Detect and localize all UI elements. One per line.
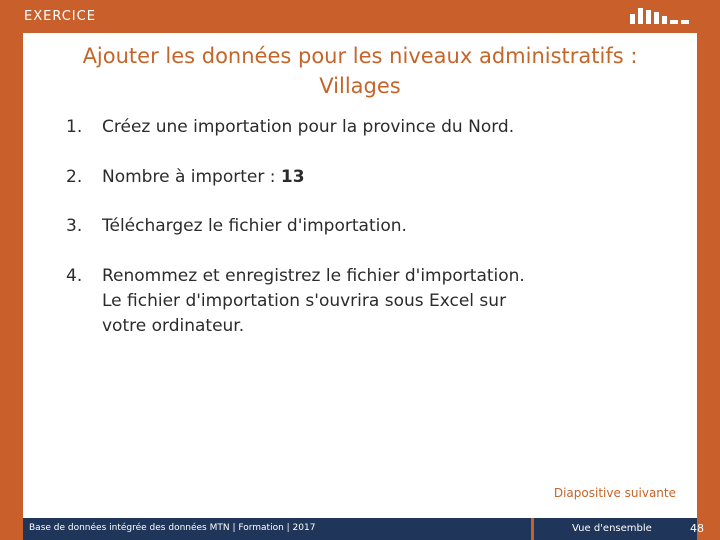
step-text-line-2: Le fichier d'importation s'ouvrira sous Excel sur — [102, 291, 507, 311]
step-text: Nombre à importer : — [102, 167, 281, 187]
step-number: 2. — [66, 167, 83, 187]
slide-title — [23, 41, 697, 101]
step-text-line-1: Renommez et enregistrez le fichier d'importation. — [102, 266, 525, 286]
step-number: 1. — [66, 117, 83, 137]
import-count: 13 — [280, 167, 305, 187]
step-number: 3. — [66, 216, 83, 236]
step-text-line-3: votre ordinateur. — [102, 316, 245, 336]
logo-icon — [628, 6, 700, 24]
page-number: 48 — [690, 522, 704, 535]
overview-link[interactable]: Vue d'ensemble — [572, 523, 652, 534]
footer-bar — [23, 518, 531, 540]
overview-button[interactable] — [534, 518, 697, 540]
next-slide-link[interactable]: Diapositive suivante — [553, 486, 676, 500]
title-line-1: Ajouter les données pour les niveaux administratifs : — [82, 44, 638, 68]
step-number: 4. — [66, 266, 83, 286]
footer-text: Base de données intégrée des données MTN | Formation | 2017 — [29, 523, 316, 533]
title-line-2: Villages — [319, 74, 401, 98]
step-text: Créez une importation pour la province du Nord. — [102, 117, 515, 137]
section-label: EXERCICE — [24, 9, 96, 24]
step-text: Téléchargez le fichier d'importation. — [102, 216, 407, 236]
content-panel — [23, 33, 697, 518]
footer — [0, 518, 720, 540]
